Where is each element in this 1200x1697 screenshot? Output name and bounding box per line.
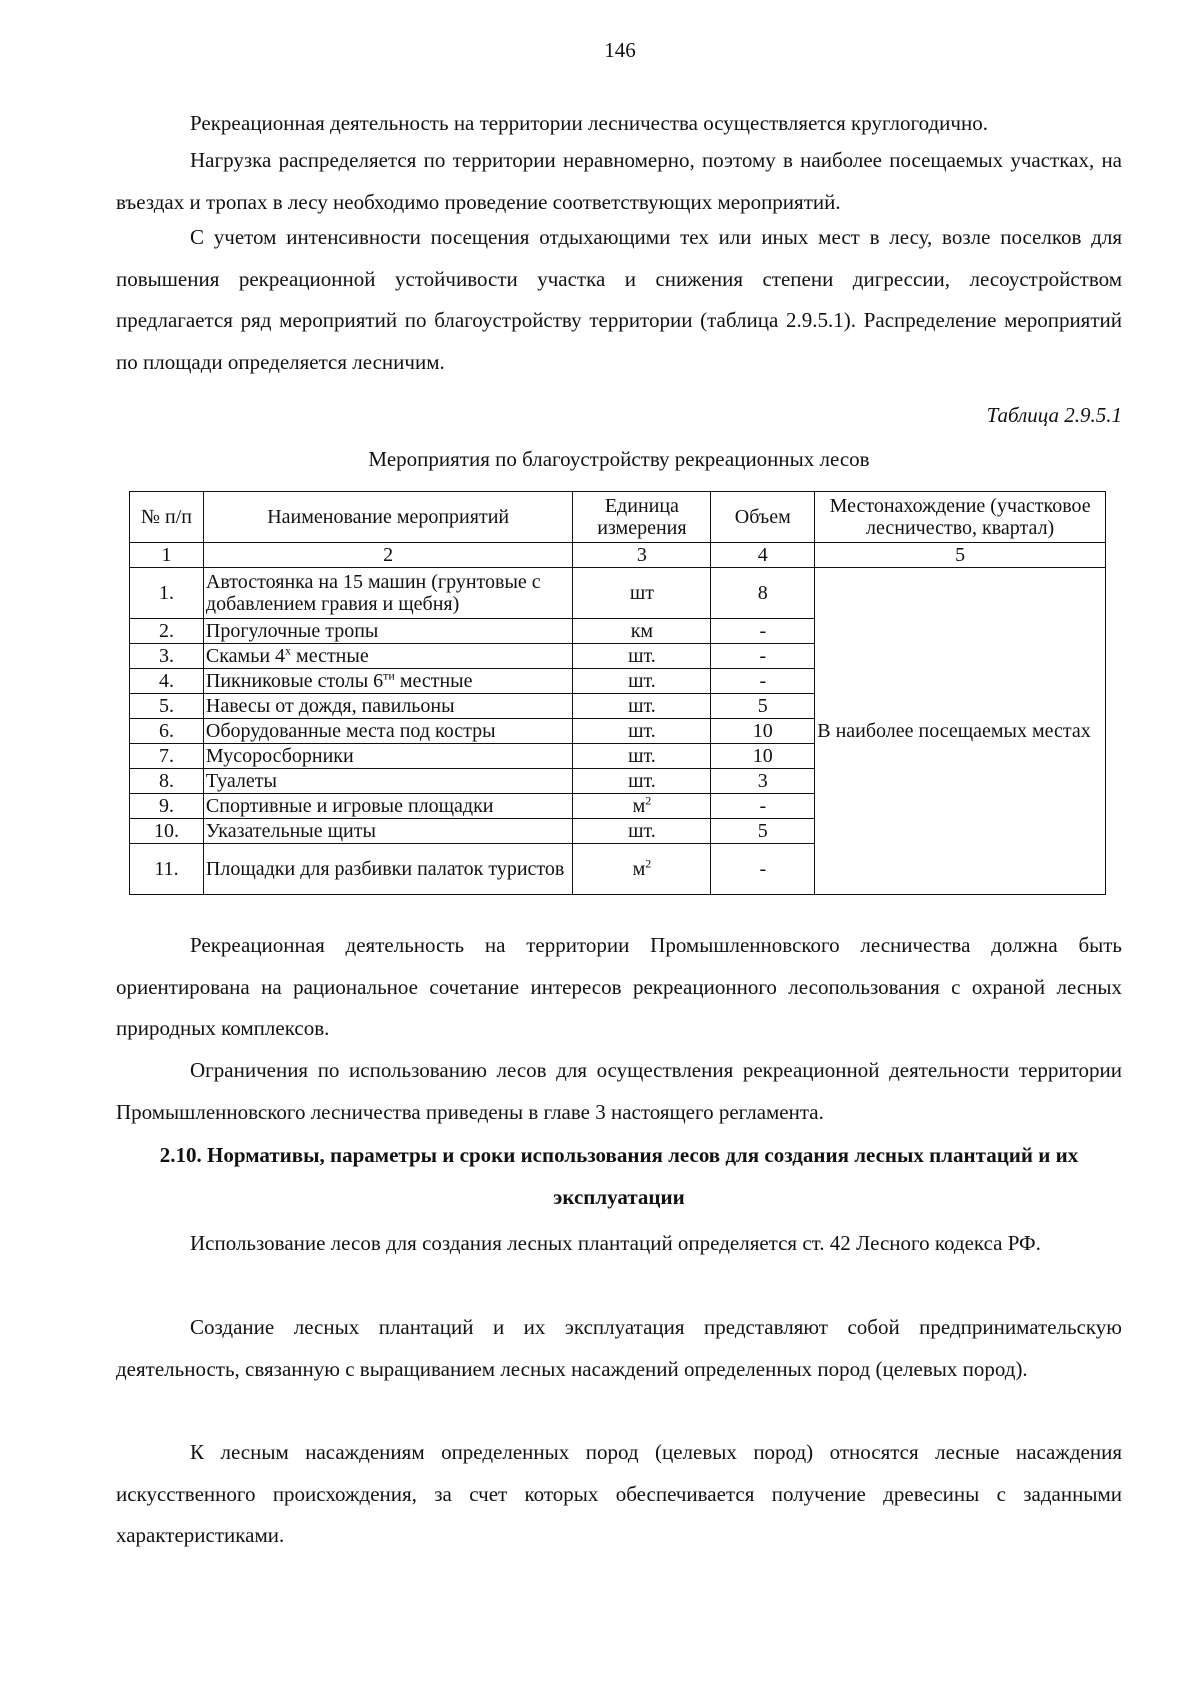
section-heading: 2.10. Нормативы, параметры и сроки использования лесов для создания лесных плантаций и их эксплуатации bbox=[159, 1143, 1079, 1209]
row-number: 4. bbox=[130, 669, 204, 694]
column-number-2: 2 bbox=[203, 543, 573, 568]
row-volume: - bbox=[711, 644, 815, 669]
row-volume: - bbox=[711, 619, 815, 644]
row-unit: км bbox=[573, 619, 711, 644]
paragraph-plantations-creation: Создание лесных плантаций и их эксплуатация представляют собой предпринимательскую деятельность, связанную с выращиванием лесных насаждений определенных пород (целевых пород). bbox=[116, 1315, 1122, 1381]
table-column-numbers-row bbox=[130, 543, 1106, 568]
column-number-1: 1 bbox=[130, 543, 204, 568]
row-number: 5. bbox=[130, 694, 204, 719]
row-number: 11. bbox=[130, 844, 204, 895]
row-volume: 8 bbox=[711, 568, 815, 619]
table-header-row bbox=[130, 492, 1106, 543]
row-name: Пикниковые столы $6^{ти}$ местные bbox=[203, 669, 573, 694]
row-unit: шт bbox=[573, 568, 711, 619]
column-number-3: 3 bbox=[573, 543, 711, 568]
row-number: 9. bbox=[130, 794, 204, 819]
paragraph-recreation-year-round: Рекреационная деятельность на территории лесничества осуществляется круглогодично. bbox=[190, 111, 988, 135]
row-number: 6. bbox=[130, 719, 204, 744]
paragraph-load-distribution: Нагрузка распределяется по территории неравномерно, поэтому в наиболее посещаемых участках, на въездах и тропах в лесу необходимо проведение соответствующих мероприятий. bbox=[116, 148, 1122, 214]
row-unit: шт. bbox=[573, 694, 711, 719]
row-volume: - bbox=[711, 669, 815, 694]
table-title: Мероприятия по благоустройству рекреационных лесов bbox=[368, 447, 870, 471]
row-volume: 5 bbox=[711, 819, 815, 844]
row-unit: $м^2$ bbox=[573, 794, 711, 819]
row-name: Навесы от дождя, павильоны bbox=[203, 694, 573, 719]
row-name: Автостоянка на 15 машин (грунтовые с добавлением гравия и щебня) bbox=[203, 568, 573, 619]
header-volume: Объем bbox=[711, 492, 815, 543]
column-number-4: 4 bbox=[711, 543, 815, 568]
header-number: № п/п bbox=[130, 492, 204, 543]
row-volume: 3 bbox=[711, 769, 815, 794]
row-unit: $м^2$ bbox=[573, 844, 711, 895]
paragraph-restrictions: Ограничения по использованию лесов для осуществления рекреационной деятельности территории Промышленновского лесничества приведены в главе 3 настоящего регламента. bbox=[116, 1058, 1122, 1124]
row-name: Мусоросборники bbox=[203, 744, 573, 769]
header-location: Местонахождение (участковое лесничество, квартал) bbox=[815, 492, 1106, 543]
header-unit: Единица измерения bbox=[573, 492, 711, 543]
paragraph-target-species: К лесным насаждениям определенных пород (целевых пород) относятся лесные насаждения искусственного происхождения, за счет которых обеспечивается получение древесины с заданными характеристиками. bbox=[116, 1440, 1122, 1547]
header-name: Наименование мероприятий bbox=[203, 492, 573, 543]
row-name: Туалеты bbox=[203, 769, 573, 794]
row-name: Скамьи $4^х$ местные bbox=[203, 644, 573, 669]
row-name: Спортивные и игровые площадки bbox=[203, 794, 573, 819]
row-number: 7. bbox=[130, 744, 204, 769]
paragraph-plantations-usage: Использование лесов для создания лесных плантаций определяется ст. 42 Лесного кодекса РФ. bbox=[190, 1231, 1041, 1255]
row-number: 2. bbox=[130, 619, 204, 644]
row-volume: - bbox=[711, 844, 815, 895]
row-name: Прогулочные тропы bbox=[203, 619, 573, 644]
paragraph-recreation-orientation: Рекреационная деятельность на территории Промышленновского лесничества должна быть ориентирована на рациональное сочетание интересов рекреационного лесопользования с охраной лесных природных комплексов. bbox=[116, 933, 1122, 1040]
table-row bbox=[130, 568, 1106, 619]
row-unit: шт. bbox=[573, 669, 711, 694]
row-number: 1. bbox=[130, 568, 204, 619]
row-unit: шт. bbox=[573, 644, 711, 669]
measures-table bbox=[129, 491, 1106, 895]
row-unit: шт. bbox=[573, 719, 711, 744]
location-cell: В наиболее посещаемых местах bbox=[815, 568, 1106, 895]
row-volume: 10 bbox=[711, 719, 815, 744]
row-name: Указательные щиты bbox=[203, 819, 573, 844]
row-unit: шт. bbox=[573, 819, 711, 844]
row-volume: 10 bbox=[711, 744, 815, 769]
table-label: Таблица 2.9.5.1 bbox=[986, 403, 1122, 427]
row-volume: 5 bbox=[711, 694, 815, 719]
row-number: 3. bbox=[130, 644, 204, 669]
column-number-5: 5 bbox=[815, 543, 1106, 568]
page-number: 146 bbox=[604, 38, 636, 62]
row-number: 8. bbox=[130, 769, 204, 794]
row-number: 10. bbox=[130, 819, 204, 844]
paragraph-improvement-measures: С учетом интенсивности посещения отдыхающими тех или иных мест в лесу, возле поселков для повышения рекреационной устойчивости участка и снижения степени дигрессии, лесоустройством предлагается ряд мероприятий по благоустройству территории (таблица 2.9.5.1). Распределение мероприятий по площади определяется лесничим. bbox=[116, 225, 1122, 374]
row-volume: - bbox=[711, 794, 815, 819]
row-name: Оборудованные места под костры bbox=[203, 719, 573, 744]
row-unit: шт. bbox=[573, 744, 711, 769]
row-name: Площадки для разбивки палаток туристов bbox=[203, 844, 573, 895]
row-unit: шт. bbox=[573, 769, 711, 794]
